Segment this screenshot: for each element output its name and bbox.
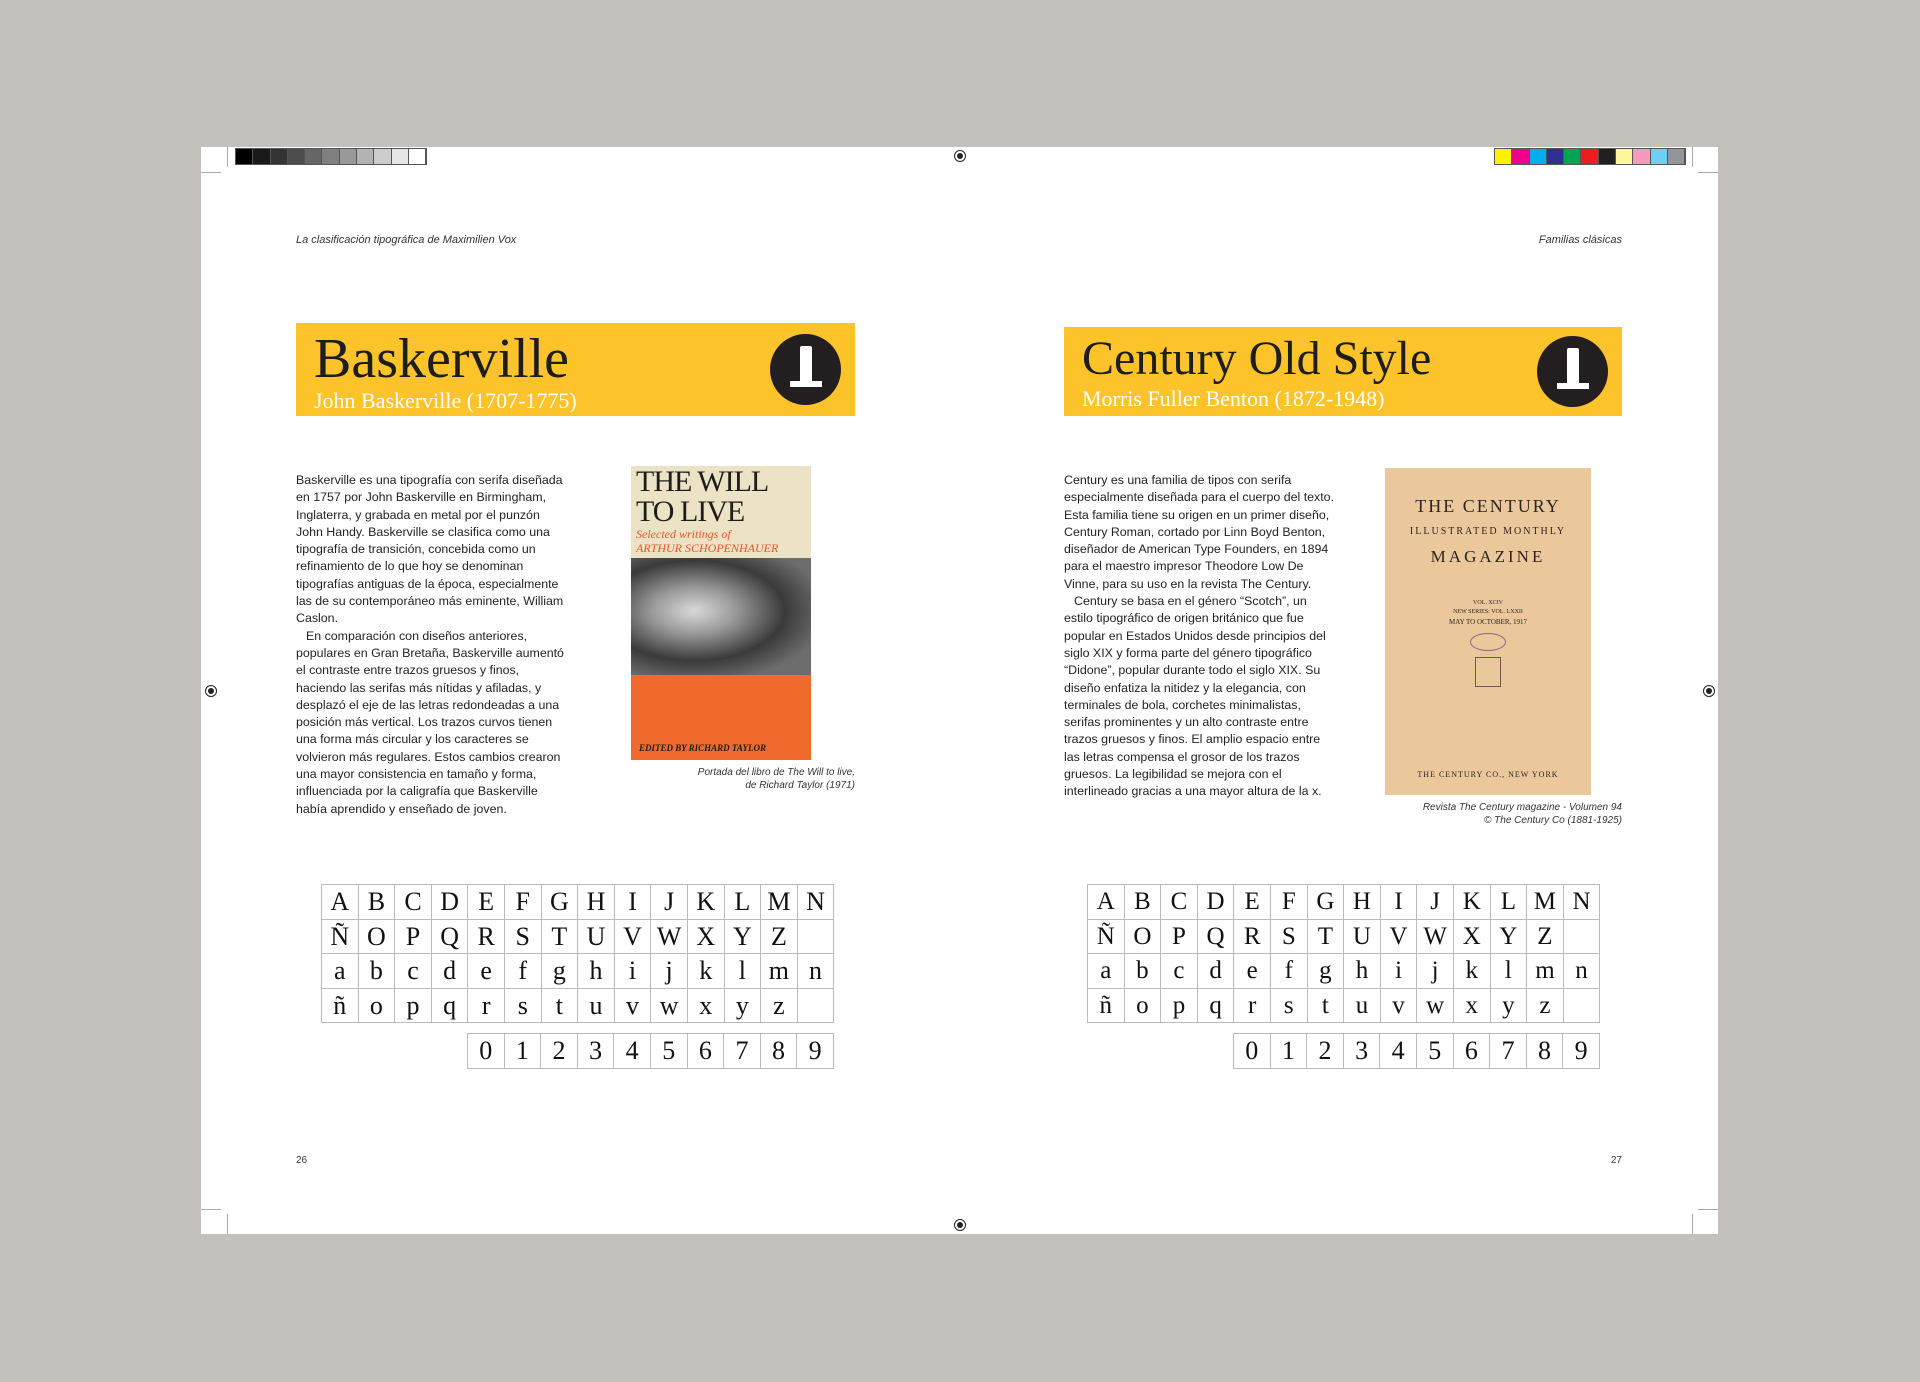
digit-cell: 4 xyxy=(1380,1034,1417,1069)
glyph-cell: v xyxy=(615,989,652,1024)
paragraph: Century es una familia de tipos con serifa especialmente diseñada para el cuerpo del texto. Esta familia tiene su origen en un primer diseño, Century Roman, cortado por Linn Boyd Benton, diseñador de American Type Founders, en 1894 para el maestro impresor Theodore Low De Vinne, para su uso en la revista The Century. xyxy=(1064,473,1335,591)
color-swatch xyxy=(1651,149,1668,164)
glyph-cell: J xyxy=(651,885,688,920)
glyph-cell: o xyxy=(359,989,396,1024)
glyph-cell: D xyxy=(1198,885,1235,920)
glyph-cell: w xyxy=(1417,989,1454,1024)
glyph-cell: f xyxy=(1271,954,1308,989)
color-swatch xyxy=(253,149,270,164)
glyph-cell: n xyxy=(1564,954,1601,989)
font-title: Baskerville xyxy=(314,328,570,390)
glyph-cell xyxy=(798,920,835,955)
registration-mark-icon xyxy=(205,685,217,697)
glyph-cell: S xyxy=(505,920,542,955)
glyph-cell: T xyxy=(1308,920,1345,955)
glyph-cell: K xyxy=(688,885,725,920)
glyph-cell: W xyxy=(651,920,688,955)
glyph-cell: I xyxy=(1381,885,1418,920)
color-swatch xyxy=(357,149,374,164)
digit-cell: 9 xyxy=(1563,1034,1600,1069)
glyph-cell: k xyxy=(688,954,725,989)
book-author: ARTHUR SCHOPENHAUER xyxy=(636,541,779,555)
glyph-cell: R xyxy=(1234,920,1271,955)
glyph-cell: U xyxy=(578,920,615,955)
century-digits-grid xyxy=(1233,1033,1600,1069)
glyph-cell: U xyxy=(1344,920,1381,955)
color-swatch xyxy=(1616,149,1633,164)
glyph-cell: s xyxy=(1271,989,1308,1024)
glyph-cell: Q xyxy=(1198,920,1235,955)
magazine-title: THE CENTURY xyxy=(1415,496,1561,516)
glyph-cell: N xyxy=(798,885,835,920)
digit-cell: 2 xyxy=(1307,1034,1344,1069)
glyph-cell: j xyxy=(651,954,688,989)
glyph-cell: Q xyxy=(432,920,469,955)
magazine-line: VOL. XCIV xyxy=(1473,600,1503,606)
color-swatch xyxy=(322,149,339,164)
glyph-cell: P xyxy=(1161,920,1198,955)
glyph-cell: o xyxy=(1125,989,1162,1024)
color-swatch xyxy=(271,149,288,164)
caption-line: © The Century Co (1881-1925) xyxy=(1484,815,1622,826)
digit-cell: 4 xyxy=(614,1034,651,1069)
glyph-cell: W xyxy=(1417,920,1454,955)
glyph-cell: x xyxy=(688,989,725,1024)
glyph-cell: F xyxy=(1271,885,1308,920)
color-swatch xyxy=(1564,149,1581,164)
glyph-cell: E xyxy=(1234,885,1271,920)
glyph-cell: g xyxy=(542,954,579,989)
glyph-cell: O xyxy=(359,920,396,955)
color-swatch xyxy=(340,149,357,164)
glyph-cell: V xyxy=(615,920,652,955)
color-swatch xyxy=(1547,149,1564,164)
century-alphabet-grid xyxy=(1087,884,1600,1023)
glyph-cell: c xyxy=(395,954,432,989)
glyph-cell: i xyxy=(615,954,652,989)
font-designer: Morris Fuller Benton (1872-1948) xyxy=(1082,386,1385,411)
glyph-cell: u xyxy=(578,989,615,1024)
glyph-cell: S xyxy=(1271,920,1308,955)
glyph-cell: L xyxy=(725,885,762,920)
glyph-cell: p xyxy=(1161,989,1198,1024)
glyph-cell: w xyxy=(651,989,688,1024)
glyph-cell: y xyxy=(1491,989,1528,1024)
digit-cell: 3 xyxy=(578,1034,615,1069)
glyph-cell: H xyxy=(578,885,615,920)
glyph-cell: n xyxy=(798,954,835,989)
magazine-cover-image xyxy=(1385,468,1591,795)
glyph-cell: G xyxy=(1308,885,1345,920)
paragraph: En comparación con diseños anteriores, populares en Gran Bretaña, Baskerville aumentó el contraste entre trazos gruesos y finos, haciendo las serifas más nítidas y afiladas, y desplazó el eje de las letras redondeadas a una posición más vertical. Los trazos curvos tienen una forma más circular y los caracteres se volvieron más regulares. Estos cambios crearon una mayor consistencia en tamaño y forma, influenciada por la caligrafía que Baskerville había aprendido y enseñado de joven. xyxy=(296,628,564,816)
grayscale-color-bar xyxy=(235,148,427,165)
glyph-cell: s xyxy=(505,989,542,1024)
book-cover-image xyxy=(631,466,811,760)
glyph-cell: G xyxy=(542,885,579,920)
library-stamp-icon xyxy=(1470,633,1506,651)
digit-cell: 1 xyxy=(505,1034,542,1069)
digit-cell: 6 xyxy=(1454,1034,1491,1069)
glyph-cell: Ñ xyxy=(322,920,359,955)
color-swatch xyxy=(1668,149,1685,164)
classification-badge-icon xyxy=(770,334,841,405)
baskerville-digits-grid xyxy=(467,1033,834,1069)
glyph-cell: b xyxy=(1125,954,1162,989)
registration-mark-icon xyxy=(1703,685,1715,697)
glyph-cell: B xyxy=(359,885,396,920)
glyph-cell: I xyxy=(615,885,652,920)
glyph-cell: t xyxy=(542,989,579,1024)
glyph-cell: O xyxy=(1125,920,1162,955)
font-designer: John Baskerville (1707-1775) xyxy=(314,388,577,413)
glyph-cell: F xyxy=(505,885,542,920)
glyph-cell: l xyxy=(725,954,762,989)
page-number-right: 27 xyxy=(1610,1155,1622,1166)
color-swatch xyxy=(409,149,426,164)
glyph-cell: ñ xyxy=(322,989,359,1024)
classification-badge-icon xyxy=(1537,336,1608,407)
glyph-cell: N xyxy=(1564,885,1601,920)
paragraph: Century se basa en el género “Scotch”, un estilo tipográfico de origen británico que fue popular en Estados Unidos desde principios del siglo XIX y forma parte del género tipográfico “Didone”, popular durante todo el siglo XIX. Su diseño enfatiza la nitidez y la elegancia, con terminales de bola, corchetes minimalistas, serifas prominentes y un alto contraste entre trazos gruesos y finos. El amplio espacio entre las letras compensa el grosor de los trazos gruesos. La legibilidad se mejora con el interlineado gracias a una mayor altura de la x. xyxy=(1064,594,1326,799)
glyph-cell: t xyxy=(1308,989,1345,1024)
glyph-cell: y xyxy=(725,989,762,1024)
baskerville-body-text xyxy=(296,472,568,818)
color-swatch xyxy=(392,149,409,164)
baskerville-banner xyxy=(296,323,855,416)
glyph-cell: A xyxy=(1088,885,1125,920)
registration-mark-icon xyxy=(954,1219,966,1231)
century-banner xyxy=(1064,327,1622,416)
crop-mark xyxy=(1698,172,1718,173)
glyph-cell: R xyxy=(468,920,505,955)
glyph-cell xyxy=(1564,989,1601,1024)
paragraph: Baskerville es una tipografía con serifa diseñada en 1757 por John Baskerville en Birmingham, Inglaterra, y grabada en metal por el punzón John Handy. Baskerville se clasifica como una tipografía de transición, concebida como un refinamiento de lo que hoy se denominan tipografías antiguas de la época, especialmente las de su contemporáneo más eminente, William Caslon. xyxy=(296,473,564,626)
glyph-cell: q xyxy=(1198,989,1235,1024)
glyph-cell: z xyxy=(1527,989,1564,1024)
crop-mark xyxy=(227,1214,228,1234)
crop-mark xyxy=(201,1209,221,1210)
glyph-cell: u xyxy=(1344,989,1381,1024)
glyph-cell: L xyxy=(1491,885,1528,920)
running-head-left: La clasificación tipográfica de Maximilien Vox xyxy=(296,234,517,246)
digit-cell: 5 xyxy=(1417,1034,1454,1069)
crop-mark xyxy=(227,147,228,167)
baskerville-alphabet-grid xyxy=(321,884,834,1023)
magazine-line: NEW SERIES: VOL. LXXII xyxy=(1453,609,1523,615)
glyph-cell: A xyxy=(322,885,359,920)
glyph-cell: a xyxy=(322,954,359,989)
glyph-cell: a xyxy=(1088,954,1125,989)
digit-cell: 0 xyxy=(468,1034,505,1069)
glyph-cell: E xyxy=(468,885,505,920)
glyph-cell: D xyxy=(432,885,469,920)
glyph-cell: b xyxy=(359,954,396,989)
glyph-cell: ñ xyxy=(1088,989,1125,1024)
digit-cell: 7 xyxy=(724,1034,761,1069)
glyph-cell: z xyxy=(761,989,798,1024)
digit-cell: 7 xyxy=(1490,1034,1527,1069)
digit-cell: 1 xyxy=(1271,1034,1308,1069)
crop-mark xyxy=(201,172,221,173)
glyph-cell: C xyxy=(1161,885,1198,920)
color-swatch xyxy=(288,149,305,164)
glyph-cell: x xyxy=(1454,989,1491,1024)
glyph-cell xyxy=(798,989,835,1024)
crop-mark xyxy=(1698,1209,1718,1210)
color-swatch xyxy=(1599,149,1616,164)
glyph-cell: B xyxy=(1125,885,1162,920)
glyph-cell: X xyxy=(1454,920,1491,955)
glyph-cell: Z xyxy=(761,920,798,955)
glyph-cell: j xyxy=(1417,954,1454,989)
glyph-cell: e xyxy=(1234,954,1271,989)
glyph-cell: C xyxy=(395,885,432,920)
glyph-cell: d xyxy=(1198,954,1235,989)
magazine-line: MAY TO OCTOBER, 1917 xyxy=(1448,618,1528,626)
magazine-publisher: THE CENTURY CO., NEW YORK xyxy=(1417,770,1559,779)
font-title: Century Old Style xyxy=(1082,332,1432,385)
glyph-cell: c xyxy=(1161,954,1198,989)
glyph-cell: K xyxy=(1454,885,1491,920)
digit-cell: 0 xyxy=(1234,1034,1271,1069)
century-body-text xyxy=(1064,472,1336,801)
glyph-cell: g xyxy=(1308,954,1345,989)
digit-cell: 6 xyxy=(688,1034,725,1069)
book-caption xyxy=(698,766,855,792)
color-swatch xyxy=(1581,149,1598,164)
glyph-cell: f xyxy=(505,954,542,989)
glyph-cell: Z xyxy=(1527,920,1564,955)
color-swatch xyxy=(305,149,322,164)
glyph-cell: i xyxy=(1381,954,1418,989)
digit-cell: 8 xyxy=(761,1034,798,1069)
caption-line: de Richard Taylor (1971) xyxy=(745,780,855,791)
glyph-cell: v xyxy=(1381,989,1418,1024)
magazine-caption xyxy=(1423,801,1622,827)
glyph-cell: M xyxy=(1527,885,1564,920)
glyph-cell: M xyxy=(761,885,798,920)
color-swatch xyxy=(1512,149,1529,164)
glyph-cell: h xyxy=(578,954,615,989)
magazine-line: MAGAZINE xyxy=(1430,547,1546,566)
page-number-left: 26 xyxy=(296,1155,308,1166)
glyph-cell: q xyxy=(432,989,469,1024)
digit-cell: 5 xyxy=(651,1034,688,1069)
glyph-cell: p xyxy=(395,989,432,1024)
digit-cell: 8 xyxy=(1527,1034,1564,1069)
color-swatch xyxy=(1495,149,1512,164)
glyph-cell: m xyxy=(1527,954,1564,989)
glyph-cell: P xyxy=(395,920,432,955)
portrait-photo xyxy=(631,558,811,675)
publisher-emblem-icon xyxy=(1475,657,1501,687)
registration-mark-icon xyxy=(954,150,966,162)
digit-cell: 3 xyxy=(1344,1034,1381,1069)
caption-line: Portada del libro de The Will to live, xyxy=(697,767,855,778)
glyph-cell: e xyxy=(468,954,505,989)
book-subtitle: Selected writings of xyxy=(636,527,731,541)
color-swatch xyxy=(1633,149,1650,164)
glyph-cell: l xyxy=(1491,954,1528,989)
glyph-cell: d xyxy=(432,954,469,989)
glyph-cell: T xyxy=(542,920,579,955)
process-color-bar xyxy=(1494,148,1686,165)
magazine-line: ILLUSTRATED MONTHLY xyxy=(1409,526,1567,537)
glyph-cell: m xyxy=(761,954,798,989)
digit-cell: 2 xyxy=(541,1034,578,1069)
glyph-cell xyxy=(1564,920,1601,955)
crop-mark xyxy=(1692,147,1693,167)
glyph-cell: Y xyxy=(725,920,762,955)
glyph-cell: V xyxy=(1381,920,1418,955)
glyph-cell: J xyxy=(1417,885,1454,920)
color-swatch xyxy=(1530,149,1547,164)
color-swatch xyxy=(374,149,391,164)
glyph-cell: r xyxy=(1234,989,1271,1024)
glyph-cell: H xyxy=(1344,885,1381,920)
crop-mark xyxy=(1692,1214,1693,1234)
running-head-right: Familias clásicas xyxy=(1538,234,1622,246)
digit-cell: 9 xyxy=(797,1034,834,1069)
glyph-cell: k xyxy=(1454,954,1491,989)
glyph-cell: Y xyxy=(1491,920,1528,955)
glyph-cell: h xyxy=(1344,954,1381,989)
glyph-cell: Ñ xyxy=(1088,920,1125,955)
glyph-cell: X xyxy=(688,920,725,955)
caption-line: Revista The Century magazine - Volumen 94 xyxy=(1422,802,1622,813)
book-editor: EDITED BY RICHARD TAYLOR xyxy=(639,743,766,753)
book-title: THE WILL TO LIVE xyxy=(636,466,768,528)
glyph-cell: r xyxy=(468,989,505,1024)
color-swatch xyxy=(236,149,253,164)
